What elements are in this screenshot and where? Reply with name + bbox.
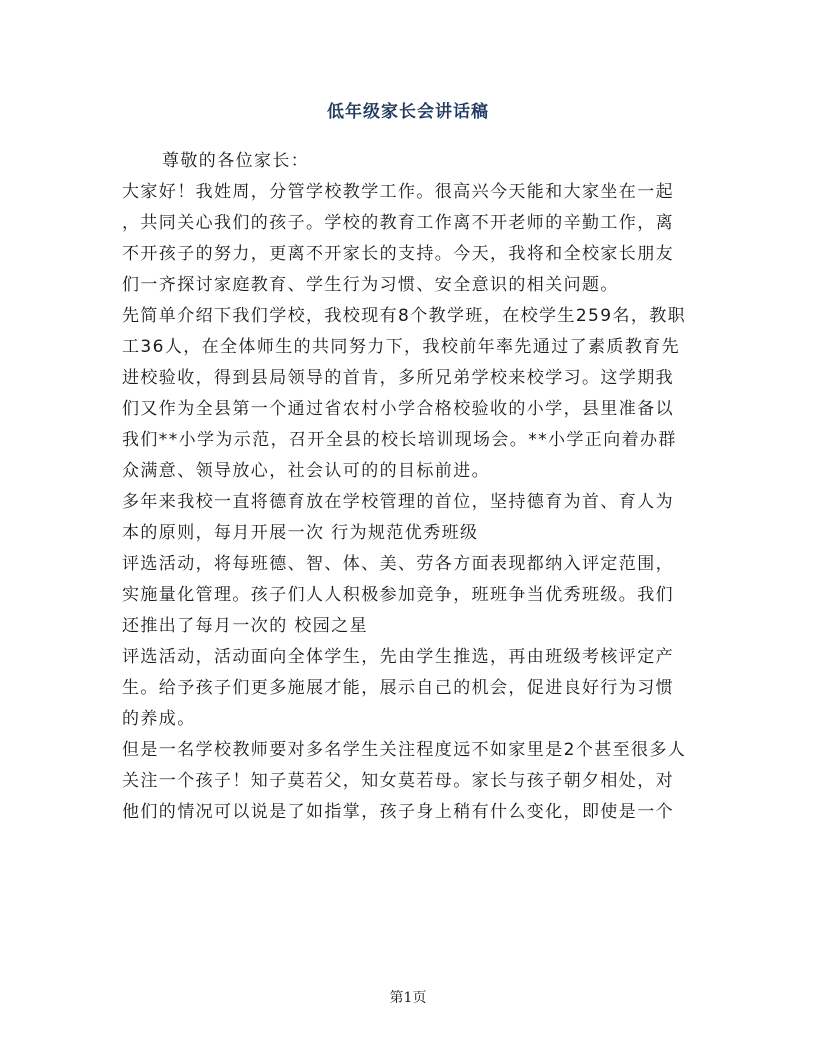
salutation-line: 尊敬的各位家长： xyxy=(162,151,310,171)
body-line: 的养成。 xyxy=(122,709,196,729)
body-line: 实施量化管理。孩子们人人积极参加竞争，班班争当优秀班级。我们 xyxy=(122,585,674,605)
page-number: 第1页 xyxy=(389,990,427,1006)
body-line: 评选活动，将每班德、智、体、美、劳各方面表现都纳入评定范围， xyxy=(122,554,674,574)
body-line: 还推出了每月一次的 校园之星 xyxy=(122,616,369,636)
body-line: ，共同关心我们的孩子。学校的教育工作离不开老师的辛勤工作，离 xyxy=(122,213,674,233)
body-line: 们一齐探讨家庭教育、学生行为习惯、安全意识的相关问题。 xyxy=(122,275,619,295)
body-line: 多年来我校一直将德育放在学校管理的首位，坚持德育为首、育人为 xyxy=(122,492,674,512)
body-line: 生。给予孩子们更多施展才能，展示自己的机会，促进良好行为习惯 xyxy=(122,678,674,698)
body-line: 评选活动，活动面向全体学生，先由学生推选，再由班级考核评定产 xyxy=(122,647,674,667)
body-line: 关注一个孩子！知子莫若父，知女莫若母。家长与孩子朝夕相处，对 xyxy=(122,771,674,791)
body-line: 不开孩子的努力，更离不开家长的支持。今天，我将和全校家长朋友 xyxy=(122,244,674,264)
body-line: 进校验收，得到县局领导的首肯，多所兄弟学校来校学习。这学期我 xyxy=(122,368,674,388)
body-line: 众满意、领导放心，社会认可的的目标前进。 xyxy=(122,461,490,481)
document-title: 低年级家长会讲话稿 xyxy=(327,102,489,122)
body-line: 大家好！我姓周，分管学校教学工作。很高兴今天能和大家坐在一起 xyxy=(122,182,674,202)
body-line: 工36人，在全体师生的共同努力下，我校前年率先通过了素质教育先 xyxy=(122,337,681,357)
body-line: 他们的情况可以说是了如指掌，孩子身上稍有什么变化，即使是一个 xyxy=(122,802,674,822)
body-line: 本的原则，每月开展一次 行为规范优秀班级 xyxy=(122,523,479,543)
document-body xyxy=(122,146,694,828)
body-line: 们又作为全县第一个通过省农村小学合格校验收的小学，县里准备以 xyxy=(122,399,674,419)
body-line: 先简单介绍下我们学校，我校现有8个教学班，在校学生259名，教职 xyxy=(122,306,687,326)
body-line: 我们**小学为示范，召开全县的校长培训现场会。**小学正向着办群 xyxy=(122,430,677,450)
body-line: 但是一名学校教师要对多名学生关注程度远不如家里是2个甚至很多人 xyxy=(122,740,687,760)
